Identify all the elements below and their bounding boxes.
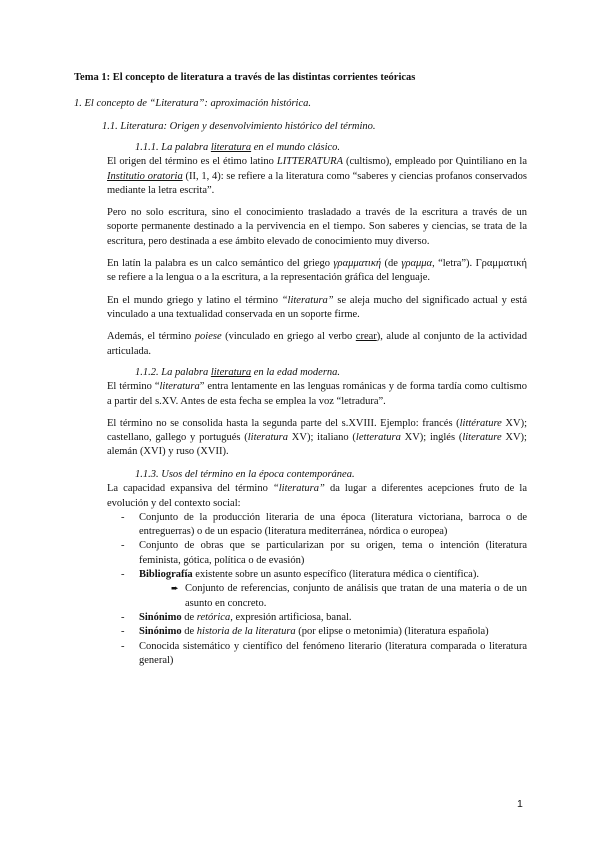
page-number: 1: [517, 798, 523, 810]
usage-list: [107, 511, 527, 582]
paragraph: El término no se consolida hasta la segunda parte del s.XVIII. Ejemplo: francés (littérature XV); castellano, gallego y portugués (literatura XV); italiano (letteratura XV); inglés (literature XV); alemán (XVI) y ruso (XVII).: [107, 417, 527, 458]
list-item: - Conjunto de obras que se particularizan por su origen, tema o intención (literatura feminista, gótica, política o de evasión): [121, 540, 527, 566]
subheading-1-1-3: 1.1.3. Usos del término en la época contemporánea.: [135, 469, 355, 480]
list-item: - Sinónimo de historia de la literatura (por elipse o metonimia) (literatura española): [121, 626, 489, 638]
paragraph: Pero no solo escritura, sino el conocimiento trasladado a través de la escritura a través de un soporte permanente destinado a la pervivencia en el tiempo. Son saberes y ciencias, se trata de la escritura, pero destinada a ese ámbito elevado de conocimiento muy diverso.: [107, 207, 527, 247]
usage-list-continued: [107, 611, 527, 668]
paragraph: La capacidad expansiva del término “literatura” da lugar a diferentes acepciones fruto de la evolución y del contexto social:: [107, 483, 527, 509]
paragraph: En latín la palabra es un calco semántico del griego γραμματική (de γραμμα, “letra”). Γραμματική se refiere a la lengua o a la escritura, a la representación gráfica del lenguaje.: [107, 258, 527, 284]
paragraph: En el mundo griego y latino el término “literatura” se aleja mucho del significado actual y está vinculado a una textualidad conservada en un soporte firme.: [107, 294, 527, 320]
paragraph: Además, el término poiese (vinculado en griego al verbo crear), alude al conjunto de la actividad articulada.: [107, 331, 527, 357]
nested-list-item: ➨ Conjunto de referencias, conjunto de análisis que tratan de una materia o de un asunto en concreto.: [171, 583, 527, 609]
section-heading-1: 1. El concepto de “Literatura”: aproximación histórica.: [74, 98, 312, 109]
section-heading-1-1: 1.1. Literatura: Origen y desenvolvimiento histórico del término.: [102, 121, 376, 132]
arrow-icon: ➨: [171, 584, 179, 595]
section-1-1-2: [107, 366, 527, 460]
paragraph: El término “literatura” entra lentamente en las lenguas románicas y de forma tardía como cultismo a partir del s.XV. Antes de esta fecha se emplea la voz “letradura”.: [107, 381, 527, 407]
list-item: - Sinónimo de retórica, expresión artificiosa, banal.: [121, 611, 352, 623]
list-item: - Bibliografía existente sobre un asunto específico (literatura médica o científica).: [121, 569, 479, 581]
paragraph: El origen del término es el étimo latino LITTERATURA (cultismo), empleado por Quintiliano en la Institutio oratoria (II, 1, 4): se refiere a la literatura como “saberes y ciencias profanos conservados mediante la letra escrita”.: [107, 156, 527, 196]
subheading-1-1-2: 1.1.2. La palabra literatura en la edad moderna.: [135, 367, 341, 378]
section-1-1-3: [107, 468, 527, 668]
list-item: - Conocida sistemático y científico del fenómeno literario (literatura comparada o literatura general): [121, 640, 527, 666]
list-item: - Conjunto de la producción literaria de una época (literatura victoriana, barroca o de entreguerras) o de un espacio (literatura mediterránea, nórdica o europea): [121, 511, 527, 538]
document-title: Tema 1: El concepto de literatura a través de las distintas corrientes teóricas: [74, 72, 416, 83]
section-1-1-1: [107, 141, 527, 359]
subheading-1-1-1: 1.1.1. La palabra literatura en el mundo clásico.: [135, 142, 341, 153]
